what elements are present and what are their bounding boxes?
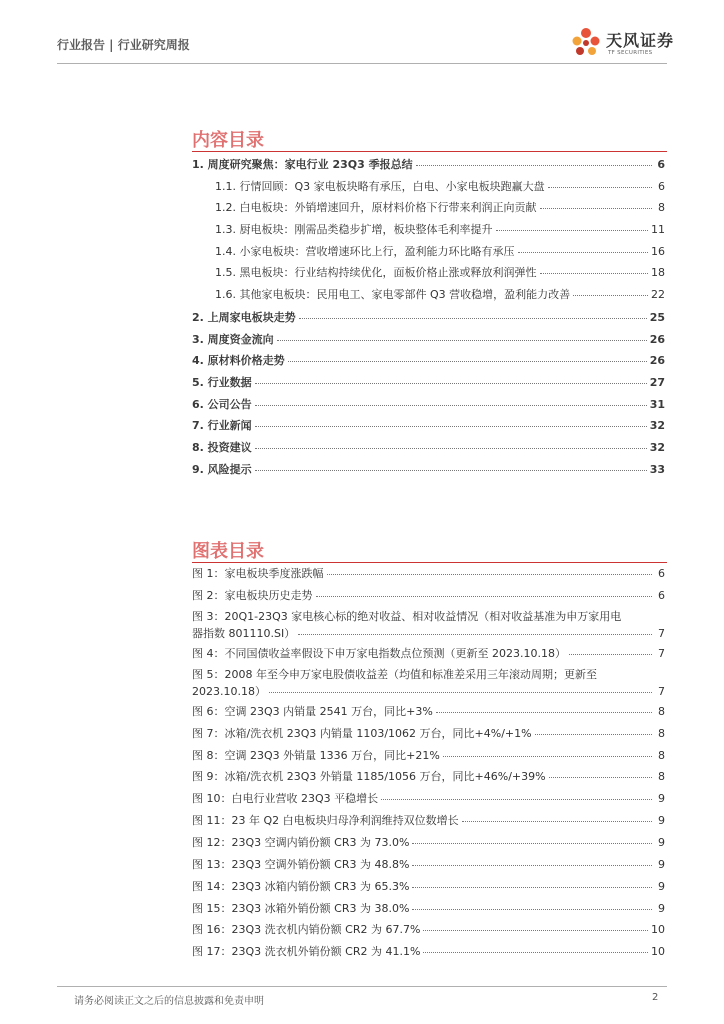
dot-leader — [436, 711, 652, 713]
header-divider — [57, 63, 667, 64]
dot-leader — [423, 951, 648, 953]
dot-leader — [299, 317, 647, 319]
dot-leader — [412, 908, 652, 910]
dot-leader — [412, 842, 652, 844]
figure-item[interactable]: 图 13：23Q3 空调外销份额 CR3 为 48.8% 9 — [192, 858, 665, 871]
figure-item[interactable]: 图 10：白电行业营收 23Q3 平稳增长 9 — [192, 792, 665, 805]
dot-leader — [496, 229, 649, 231]
figure-item[interactable]: 图 12：23Q3 空调内销份额 CR3 为 73.0% 9 — [192, 836, 665, 849]
figure-item[interactable]: 图 4：不同国债收益率假设下申万家电指数点位预测（更新至 2023.10.18） 7 — [192, 647, 665, 660]
figure-item[interactable]: 图 16：23Q3 洗衣机内销份额 CR2 为 67.7% 10 — [192, 923, 665, 936]
dot-leader — [255, 469, 647, 471]
tf-securities-logo — [568, 24, 698, 64]
figure-item[interactable]: 图 8：空调 23Q3 外销量 1336 万台，同比+21% 8 — [192, 749, 665, 762]
dot-leader — [549, 776, 652, 778]
footer-divider — [57, 986, 667, 987]
figure-item[interactable]: 图 14：23Q3 冰箱内销份额 CR3 为 65.3% 9 — [192, 880, 665, 893]
dot-leader — [569, 653, 652, 655]
toc-item[interactable]: 1.1. 行情回顾：Q3 家电板块略有承压，白电、小家电板块跑赢大盘 6 — [215, 180, 665, 193]
dot-leader — [255, 425, 647, 427]
dot-leader — [298, 633, 652, 635]
dot-leader — [443, 755, 652, 757]
dot-leader — [269, 691, 652, 693]
dot-leader — [535, 733, 652, 735]
dot-leader — [381, 798, 652, 800]
figure-item[interactable]: 图 7：冰箱/洗衣机 23Q3 内销量 1103/1062 万台，同比+4%/+1% 8 — [192, 727, 665, 740]
dot-leader — [573, 294, 648, 296]
toc-item[interactable]: 1. 周度研究聚焦：家电行业 23Q3 季报总结 6 — [192, 158, 665, 171]
logo-flower-icon — [568, 24, 604, 60]
dot-leader — [423, 929, 648, 931]
toc-item[interactable]: 2. 上周家电板块走势 25 — [192, 311, 665, 324]
toc-item[interactable]: 9. 风险提示 33 — [192, 463, 665, 476]
dot-leader — [462, 820, 652, 822]
toc-item[interactable]: 5. 行业数据 27 — [192, 376, 665, 389]
dot-leader — [316, 595, 653, 597]
figures-title: 图表目录 — [192, 541, 264, 562]
dot-leader — [288, 360, 647, 362]
dot-leader — [412, 864, 652, 866]
report-category: 行业报告 | 行业研究周报 — [57, 38, 190, 52]
footer-disclaimer: 请务必阅读正文之后的信息披露和免责申明 — [74, 996, 264, 1007]
dot-leader — [540, 272, 649, 274]
toc-item[interactable]: 6. 公司公告 31 — [192, 398, 665, 411]
figure-item[interactable]: 图 17：23Q3 洗衣机外销份额 CR2 为 41.1% 10 — [192, 945, 665, 958]
figure-item[interactable]: 图 1：家电板块季度涨跌幅 6 — [192, 567, 665, 580]
figure-item[interactable]: 图 2：家电板块历史走势 6 — [192, 589, 665, 602]
dot-leader — [548, 186, 652, 188]
dot-leader — [540, 207, 653, 209]
dot-leader — [327, 573, 653, 575]
toc-item[interactable]: 1.4. 小家电板块：营收增速环比上行，盈利能力环比略有承压 16 — [215, 245, 665, 258]
toc-item[interactable]: 8. 投资建议 32 — [192, 441, 665, 454]
logo-subtitle: TF SECURITIES — [608, 50, 653, 56]
toc-item[interactable]: 1.5. 黑电板块：行业结构持续优化，面板价格止涨或释放利润弹性 18 — [215, 266, 665, 279]
toc-item[interactable]: 3. 周度资金流向 26 — [192, 333, 665, 346]
figures-title-divider — [192, 562, 667, 563]
toc-item[interactable]: 1.6. 其他家电板块：民用电工、家电零部件 Q3 营收稳增，盈利能力改善 22 — [215, 288, 665, 301]
figure-item[interactable]: 图 11：23 年 Q2 白电板块归母净利润维持双位数增长 9 — [192, 814, 665, 827]
toc-item[interactable]: 1.3. 厨电板块：刚需品类稳步扩增，板块整体毛利率提升 11 — [215, 223, 665, 236]
toc-item[interactable]: 7. 行业新闻 32 — [192, 419, 665, 432]
figure-item-line1: 图 3：20Q1-23Q3 家电核心标的绝对收益、相对收益情况（相对收益基准为申万家用电 — [192, 610, 622, 623]
dot-leader — [412, 886, 652, 888]
dot-leader — [416, 164, 652, 166]
contents-title-divider — [192, 151, 667, 152]
page-number: 2 — [652, 992, 659, 1003]
toc-item[interactable]: 4. 原材料价格走势 26 — [192, 354, 665, 367]
figure-item[interactable]: 图 9：冰箱/洗衣机 23Q3 外销量 1185/1056 万台，同比+46%/+39% 8 — [192, 770, 665, 783]
toc-item[interactable]: 1.2. 白电板块：外销增速回升，原材料价格下行带来利润正向贡献 8 — [215, 201, 665, 214]
figure-item[interactable]: 图 3：20Q1-23Q3 家电核心标的绝对收益、相对收益情况（相对收益基准为申万家用电 器指数 801110.SI） 7 — [192, 610, 665, 640]
dot-leader — [518, 251, 649, 253]
figure-item-line1: 图 5：2008 年至今申万家电股债收益差（均值和标准差采用三年滚动周期；更新至 — [192, 668, 597, 681]
figure-item[interactable]: 图 15：23Q3 冰箱外销份额 CR3 为 38.0% 9 — [192, 902, 665, 915]
dot-leader — [277, 339, 647, 341]
dot-leader — [255, 404, 647, 406]
logo-name: 天风证券 — [606, 31, 675, 50]
dot-leader — [255, 382, 647, 384]
dot-leader — [255, 447, 647, 449]
contents-title: 内容目录 — [192, 130, 264, 151]
figure-item[interactable]: 图 5：2008 年至今申万家电股债收益差（均值和标准差采用三年滚动周期；更新至 2023.10.18） 7 — [192, 668, 665, 698]
figure-item[interactable]: 图 6：空调 23Q3 内销量 2541 万台，同比+3% 8 — [192, 705, 665, 718]
